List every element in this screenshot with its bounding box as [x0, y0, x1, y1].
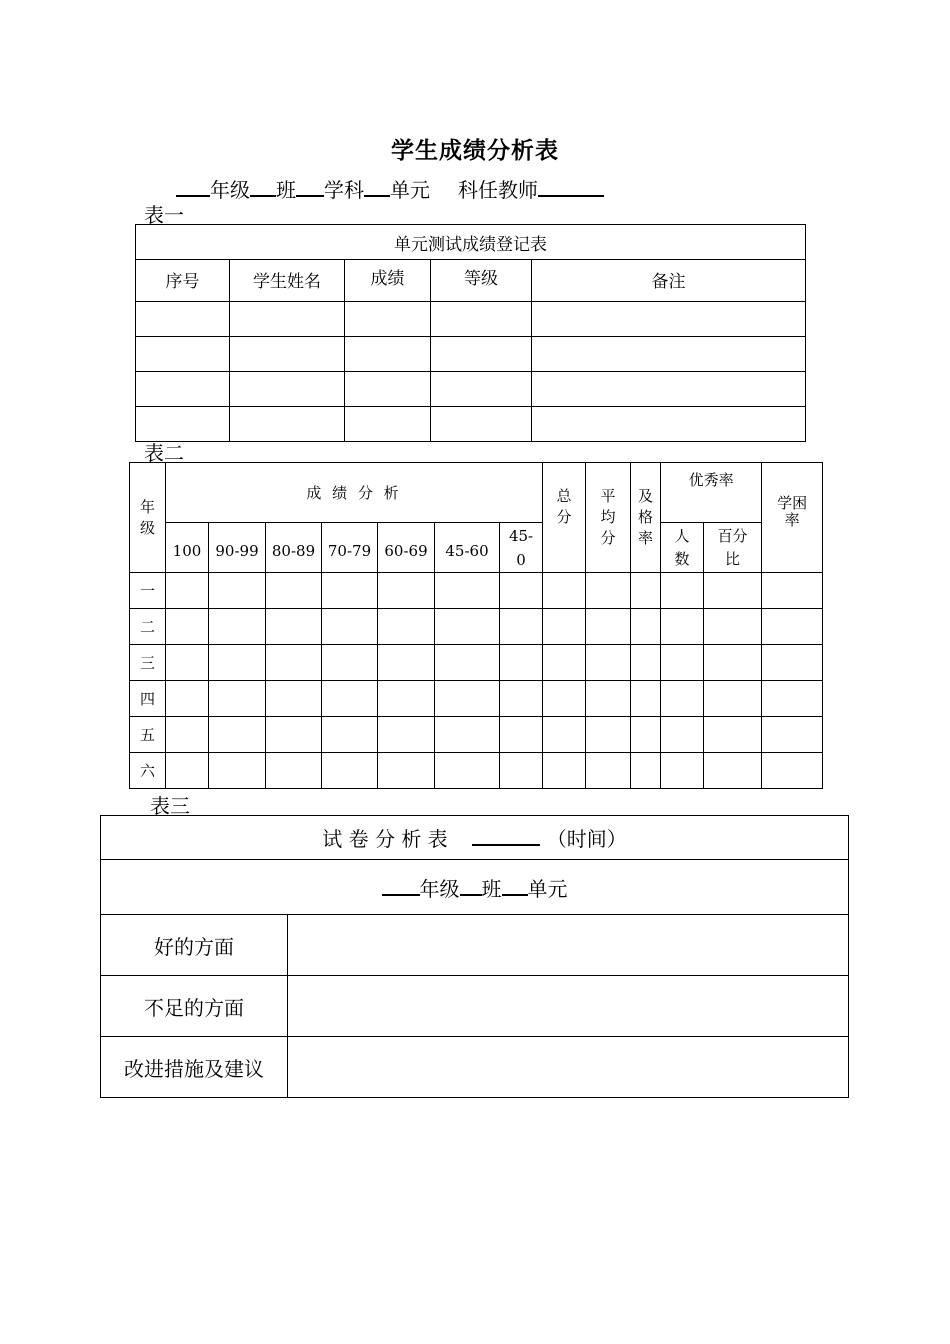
table-cell[interactable]	[345, 407, 431, 442]
table-cell[interactable]	[322, 645, 378, 681]
header-level: 等级	[431, 260, 532, 302]
table-cell[interactable]	[704, 717, 762, 753]
table-cell[interactable]	[661, 609, 704, 645]
range-60-69: 60-69	[378, 523, 435, 573]
table-cell[interactable]	[435, 681, 500, 717]
table-cell[interactable]	[435, 573, 500, 609]
teacher-blank[interactable]	[538, 177, 604, 197]
table-cell[interactable]	[345, 337, 431, 372]
table-cell[interactable]	[431, 407, 532, 442]
table-row	[101, 1037, 849, 1098]
table-cell[interactable]	[631, 753, 661, 789]
t3-unit-blank[interactable]	[502, 876, 528, 896]
table-cell[interactable]	[322, 609, 378, 645]
table-cell[interactable]	[166, 573, 209, 609]
paper-analysis-table	[100, 815, 849, 1098]
analysis-header: 成 绩 分 析	[166, 463, 543, 523]
table-cell[interactable]	[500, 573, 543, 609]
improvements-label: 改进措施及建议	[101, 1037, 288, 1098]
table-cell[interactable]	[586, 609, 631, 645]
table-cell[interactable]	[631, 681, 661, 717]
table-cell[interactable]	[322, 717, 378, 753]
table-row	[136, 302, 806, 337]
table-cell[interactable]	[378, 645, 435, 681]
grade-row-label: 四	[130, 681, 166, 717]
grade-row-label: 三	[130, 645, 166, 681]
subtitle-unit: 单元	[390, 178, 430, 202]
pass-rate-header: 及格率	[631, 463, 661, 573]
weaknesses-cell[interactable]	[288, 976, 849, 1037]
header-name: 学生姓名	[230, 260, 345, 302]
table-cell[interactable]	[266, 645, 322, 681]
table-row	[130, 609, 823, 645]
average-header: 平均分	[586, 463, 631, 573]
table-cell[interactable]	[345, 302, 431, 337]
table-cell[interactable]	[762, 609, 823, 645]
table-row	[130, 717, 823, 753]
table-cell[interactable]	[704, 645, 762, 681]
table-cell[interactable]	[661, 681, 704, 717]
grade-header	[130, 463, 166, 573]
range-45-60: 45-60	[435, 523, 500, 573]
table-cell[interactable]	[136, 337, 230, 372]
table-cell[interactable]	[322, 681, 378, 717]
table-cell[interactable]	[762, 717, 823, 753]
table-cell[interactable]	[661, 645, 704, 681]
table-cell[interactable]	[704, 609, 762, 645]
table-cell[interactable]	[762, 681, 823, 717]
subtitle-subject: 学科	[324, 178, 364, 202]
grade-row-label: 五	[130, 717, 166, 753]
t3-grade-blank[interactable]	[382, 876, 420, 896]
range-100: 100	[166, 523, 209, 573]
table-cell[interactable]	[586, 717, 631, 753]
table-cell[interactable]	[266, 717, 322, 753]
table-cell[interactable]	[230, 302, 345, 337]
table-cell[interactable]	[322, 753, 378, 789]
table-row	[136, 372, 806, 407]
table-cell[interactable]	[631, 645, 661, 681]
table-row	[136, 407, 806, 442]
table-cell[interactable]	[209, 645, 266, 681]
table-row	[136, 337, 806, 372]
table-cell[interactable]	[532, 302, 806, 337]
table-cell[interactable]	[166, 609, 209, 645]
table-cell[interactable]	[532, 372, 806, 407]
table-cell[interactable]	[209, 573, 266, 609]
header-score: 成绩	[345, 260, 431, 302]
table-cell[interactable]	[586, 645, 631, 681]
table-cell[interactable]	[661, 573, 704, 609]
table-cell[interactable]	[166, 645, 209, 681]
table-cell[interactable]	[166, 753, 209, 789]
class-blank[interactable]	[250, 177, 276, 197]
strengths-label: 好的方面	[101, 915, 288, 976]
table-cell[interactable]	[266, 573, 322, 609]
table-cell[interactable]	[431, 337, 532, 372]
count-header: 人数	[661, 523, 704, 573]
table-cell[interactable]	[209, 717, 266, 753]
table1-caption: 单元测试成绩登记表	[136, 225, 806, 260]
page-subtitle	[176, 174, 604, 203]
grade-header-text: 年级	[139, 497, 155, 537]
table-cell[interactable]	[378, 753, 435, 789]
paper-analysis-title: 试 卷 分 析 表 （时间）	[101, 816, 849, 860]
table-cell[interactable]	[136, 372, 230, 407]
table-cell[interactable]	[762, 645, 823, 681]
table-cell[interactable]	[543, 609, 586, 645]
table-row	[101, 976, 849, 1037]
table-cell[interactable]	[631, 609, 661, 645]
grade-row-label: 一	[130, 573, 166, 609]
weaknesses-label: 不足的方面	[101, 976, 288, 1037]
grade-blank[interactable]	[176, 177, 210, 197]
score-register-table	[135, 224, 806, 442]
table-row	[130, 573, 823, 609]
table-cell[interactable]	[345, 372, 431, 407]
header-seq: 序号	[136, 260, 230, 302]
table-row	[130, 753, 823, 789]
subtitle-grade: 年级	[210, 178, 250, 202]
improvements-cell[interactable]	[288, 1037, 849, 1098]
subtitle-teacher: 科任教师	[458, 178, 538, 202]
table-cell[interactable]	[209, 753, 266, 789]
time-blank[interactable]	[472, 826, 540, 846]
table-cell[interactable]	[166, 681, 209, 717]
table-row	[130, 681, 823, 717]
table-cell[interactable]	[500, 753, 543, 789]
table-cell[interactable]	[230, 407, 345, 442]
table-cell[interactable]	[500, 681, 543, 717]
table-cell[interactable]	[631, 573, 661, 609]
table-cell[interactable]	[543, 573, 586, 609]
table-cell[interactable]	[543, 717, 586, 753]
table-cell[interactable]	[586, 753, 631, 789]
range-90-99: 90-99	[209, 523, 266, 573]
table1-label: 表一	[144, 203, 184, 227]
table-cell[interactable]	[435, 609, 500, 645]
range-70-79: 70-79	[322, 523, 378, 573]
excellent-rate-header: 优秀率	[661, 463, 762, 523]
table-cell[interactable]	[532, 337, 806, 372]
table-cell[interactable]	[500, 717, 543, 753]
range-80-89: 80-89	[266, 523, 322, 573]
t3-class-blank[interactable]	[460, 876, 482, 896]
table-cell[interactable]	[543, 645, 586, 681]
table-cell[interactable]	[378, 609, 435, 645]
page-title: 学生成绩分析表	[391, 138, 559, 164]
table3-label: 表三	[150, 794, 190, 818]
table-cell[interactable]	[431, 372, 532, 407]
table-cell[interactable]	[166, 717, 209, 753]
grade-row-label: 二	[130, 609, 166, 645]
table-cell[interactable]	[543, 681, 586, 717]
table-cell[interactable]	[435, 717, 500, 753]
table-cell[interactable]	[378, 681, 435, 717]
table-cell[interactable]	[209, 681, 266, 717]
table-cell[interactable]	[431, 302, 532, 337]
header-remark: 备注	[532, 260, 806, 302]
table-row	[130, 645, 823, 681]
score-analysis-table	[129, 462, 823, 789]
subtitle-class: 班	[276, 178, 296, 202]
unit-blank[interactable]	[364, 177, 390, 197]
table-cell[interactable]	[378, 717, 435, 753]
difficulty-rate-header: 学困率	[762, 463, 823, 573]
table-cell[interactable]	[500, 609, 543, 645]
table-cell[interactable]	[661, 717, 704, 753]
table-cell[interactable]	[543, 753, 586, 789]
table-cell[interactable]	[378, 573, 435, 609]
paper-analysis-subtitle: 年级 班 单元	[101, 860, 849, 915]
table-cell[interactable]	[266, 609, 322, 645]
table-cell[interactable]	[266, 753, 322, 789]
table-cell[interactable]	[266, 681, 322, 717]
table-cell[interactable]	[322, 573, 378, 609]
table-cell[interactable]	[230, 337, 345, 372]
table-cell[interactable]	[586, 681, 631, 717]
total-header: 总分	[543, 463, 586, 573]
table-cell[interactable]	[435, 645, 500, 681]
table-cell[interactable]	[532, 407, 806, 442]
table2-label: 表二	[144, 441, 184, 465]
strengths-cell[interactable]	[288, 915, 849, 976]
table-cell[interactable]	[762, 753, 823, 789]
table-cell[interactable]	[435, 753, 500, 789]
table-cell[interactable]	[209, 609, 266, 645]
range-45-0: 45-0	[500, 523, 543, 573]
table-cell[interactable]	[704, 753, 762, 789]
subject-blank[interactable]	[296, 177, 324, 197]
table-cell[interactable]	[762, 573, 823, 609]
table-cell[interactable]	[661, 753, 704, 789]
table-cell[interactable]	[230, 372, 345, 407]
grade-row-label: 六	[130, 753, 166, 789]
table-cell[interactable]	[500, 645, 543, 681]
table-row	[101, 915, 849, 976]
percent-header: 百分比	[704, 523, 762, 573]
table-cell[interactable]	[631, 717, 661, 753]
table-cell[interactable]	[704, 573, 762, 609]
table-cell[interactable]	[136, 302, 230, 337]
table-cell[interactable]	[704, 681, 762, 717]
table-cell[interactable]	[586, 573, 631, 609]
